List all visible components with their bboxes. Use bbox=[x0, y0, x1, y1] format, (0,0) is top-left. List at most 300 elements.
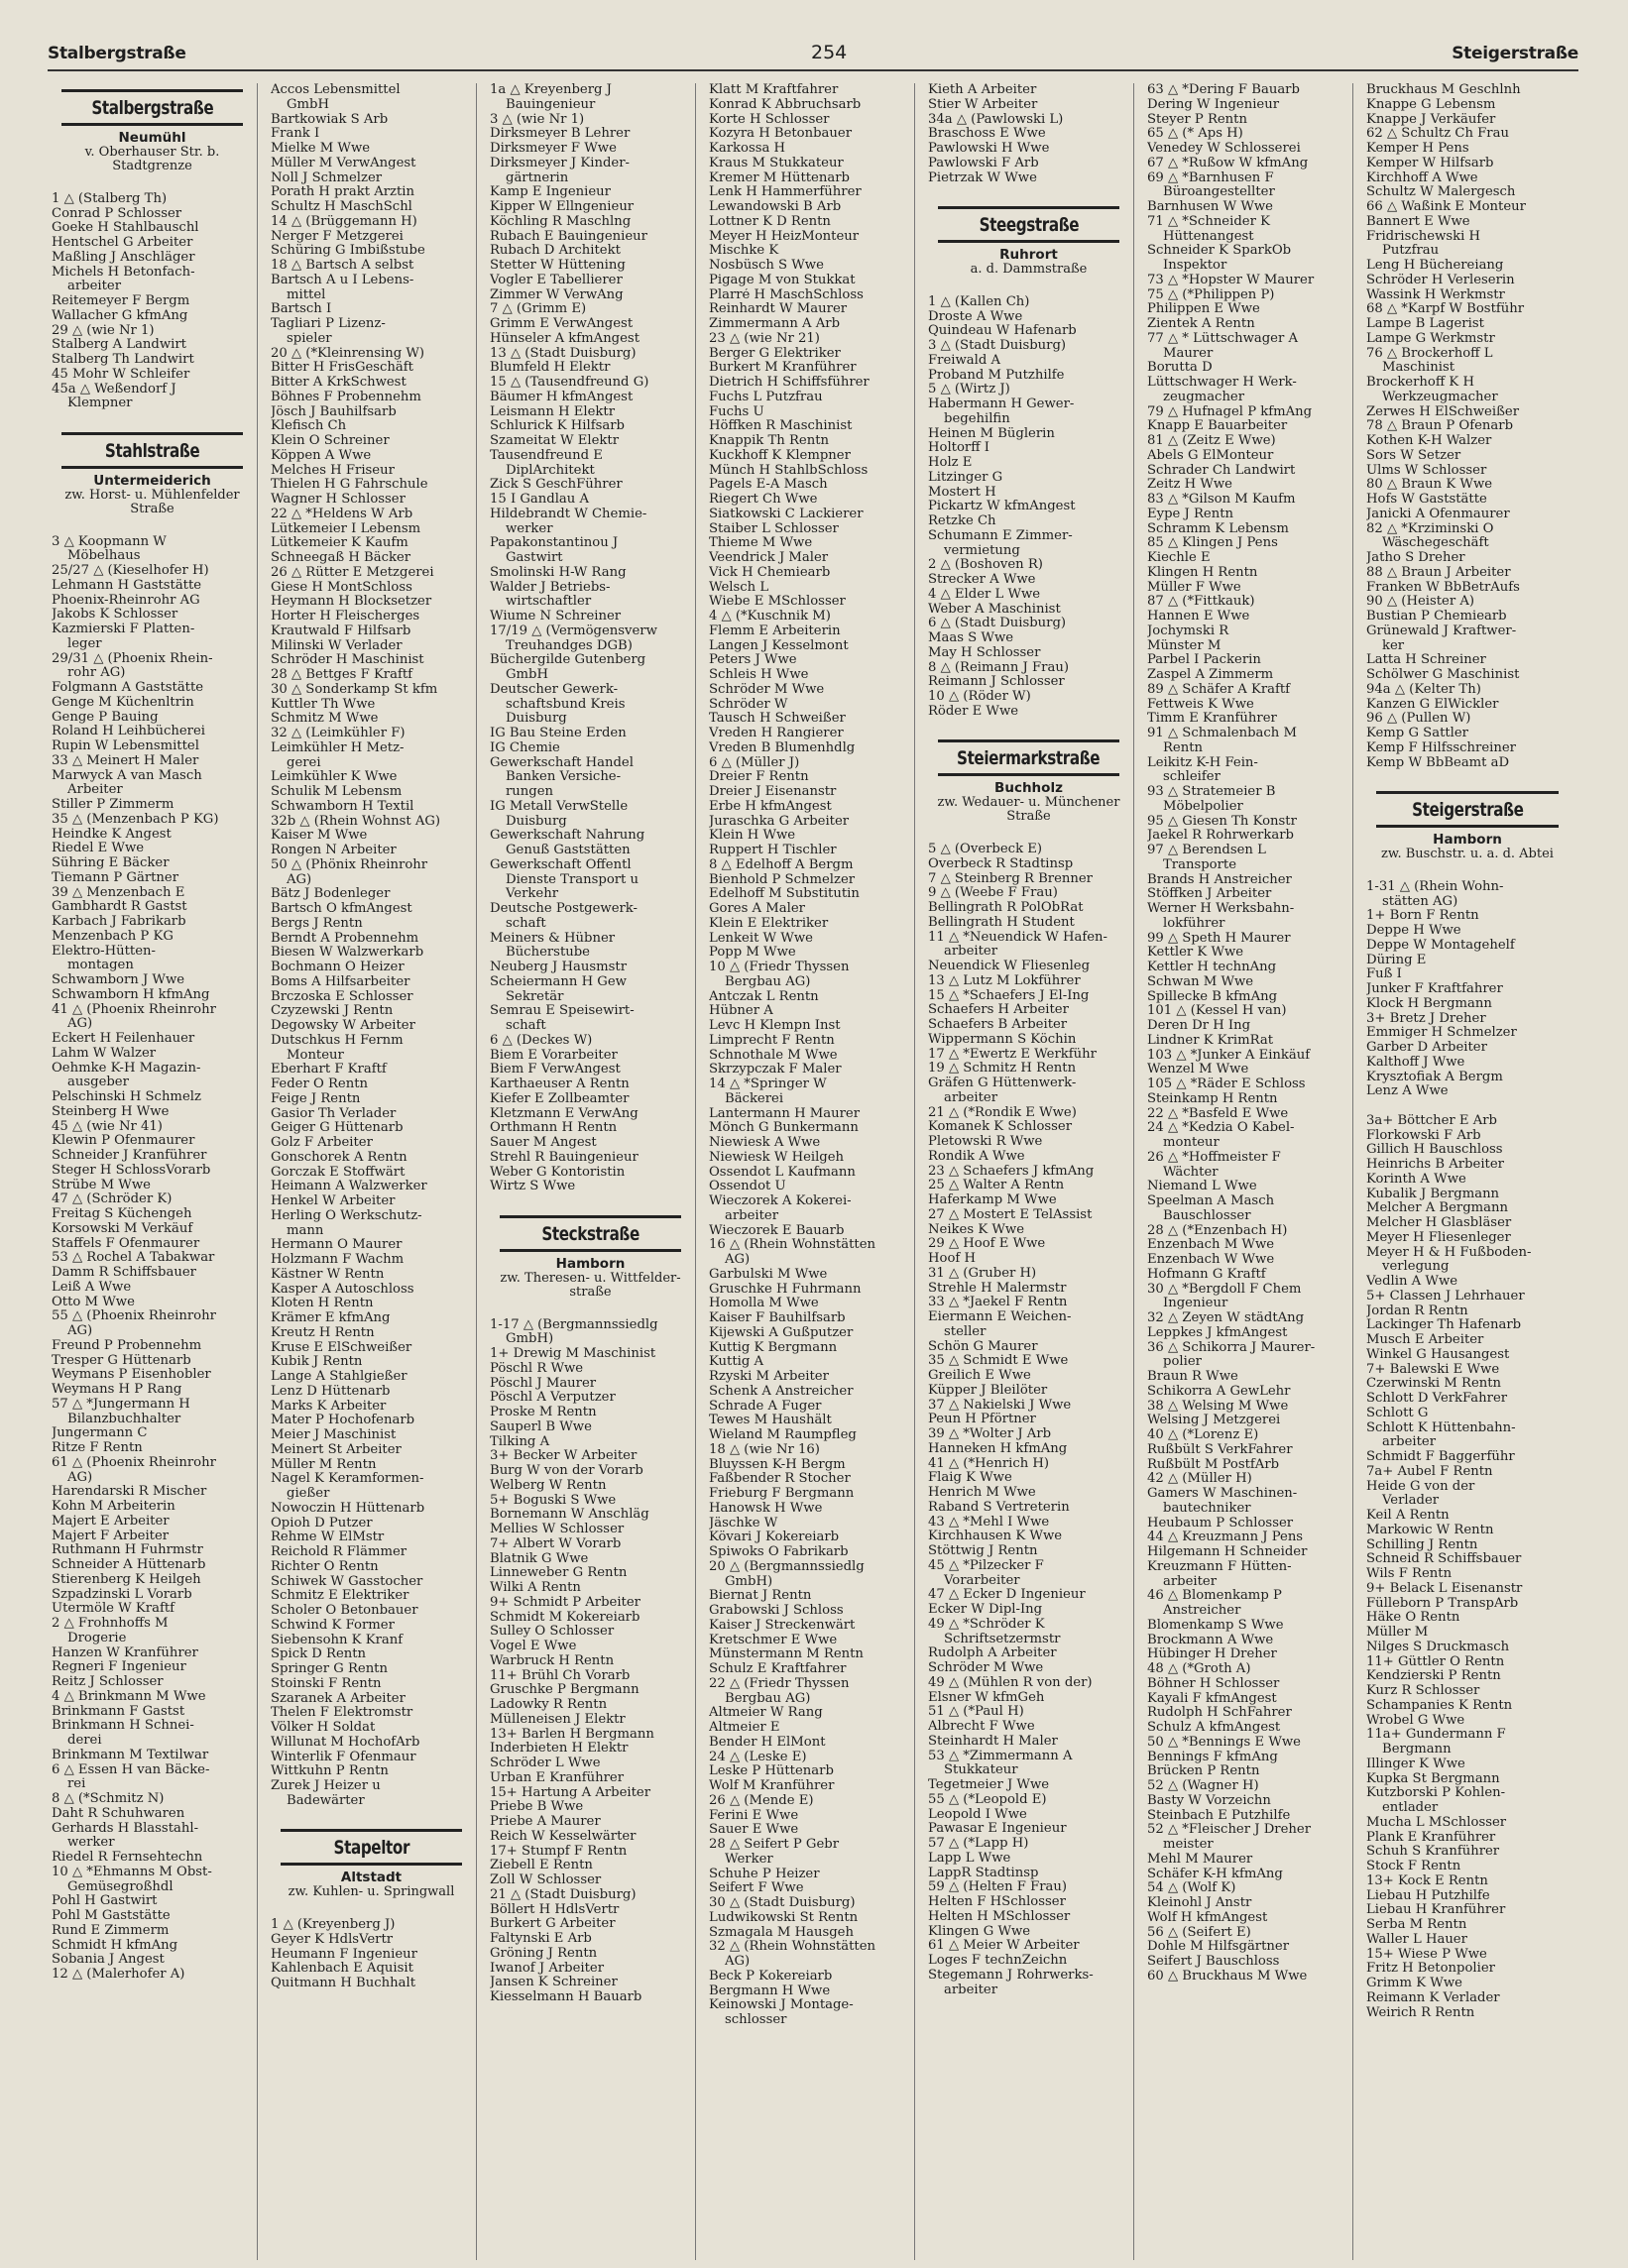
directory-entry: 12 △ (Malerhofer A) bbox=[52, 1968, 185, 1982]
entry-continuation: rungen bbox=[506, 785, 554, 799]
entry-continuation: arbeiter bbox=[725, 1208, 779, 1223]
directory-entry: Stalberg Th Landwirt bbox=[52, 353, 194, 367]
directory-entry: Ruthmann H Fuhrmstr bbox=[52, 1543, 203, 1558]
directory-entry: Müller F Wwe bbox=[1147, 580, 1241, 595]
directory-entry: Seifert F Wwe bbox=[709, 1881, 804, 1896]
directory-entry: Tausch H Schweißer bbox=[709, 712, 846, 727]
directory-entry: Genge P Bauing bbox=[52, 710, 159, 725]
directory-entry: Wirtz S Wwe bbox=[490, 1180, 576, 1194]
directory-entry: Helten H MSchlosser bbox=[928, 1909, 1071, 1924]
directory-entry: Gerhards H Blasstahl- bbox=[52, 1821, 199, 1836]
directory-entry: 55 △ (*Leopold E) bbox=[928, 1792, 1047, 1807]
directory-entry: Krautwald F Hilfsarb bbox=[271, 624, 411, 638]
directory-entry: 51 △ (*Paul H) bbox=[928, 1705, 1024, 1720]
directory-entry: 50 △ *Bennings E Wwe bbox=[1147, 1735, 1301, 1750]
directory-entry: Kurz R Schlosser bbox=[1366, 1684, 1480, 1698]
directory-entry: Melcher H Glasbläser bbox=[1366, 1216, 1512, 1230]
directory-entry: Hübinger H Dreher bbox=[1147, 1647, 1277, 1662]
directory-entry: 1+ Drewig M Maschinist bbox=[490, 1347, 656, 1361]
directory-entry: Weymans P Eisenhobler bbox=[52, 1368, 211, 1383]
entry-continuation: Maschinist bbox=[1382, 361, 1455, 376]
directory-entry: Deutsche Postgewerk- bbox=[490, 902, 639, 916]
directory-entry: Lenkeit W Wwe bbox=[709, 931, 813, 946]
directory-entry: 88 △ Braun J Arbeiter bbox=[1366, 565, 1511, 580]
directory-entry: Kasper A Autoschloss bbox=[271, 1282, 414, 1297]
directory-entry: Zoll W Schlosser bbox=[490, 1873, 602, 1887]
directory-entry: Bornemann W Anschläg bbox=[490, 1508, 649, 1523]
entry-continuation: schaft bbox=[506, 916, 546, 931]
entry-continuation: Putzfrau bbox=[1382, 244, 1440, 259]
directory-entry: Heinen M Büglerin bbox=[928, 426, 1055, 441]
entry-continuation: Bauingenieur bbox=[506, 97, 596, 112]
directory-entry: Milinski W Verlader bbox=[271, 638, 403, 653]
directory-entry: Schlurick K Hilfsarb bbox=[490, 419, 625, 434]
directory-entry: Waller L Hauer bbox=[1366, 1932, 1467, 1947]
directory-entry: Kozyra H Betonbauer bbox=[709, 127, 853, 142]
directory-entry: Schnothale M Wwe bbox=[709, 1048, 838, 1063]
directory-entry: Schneid R Schiffsbauer bbox=[1366, 1552, 1522, 1567]
directory-entry: 7 △ (Grimm E) bbox=[490, 302, 587, 317]
street-name: Steegstraße bbox=[979, 214, 1079, 236]
directory-entry: Lütkemeier I Lebensm bbox=[271, 521, 421, 536]
directory-entry: Kuttler Th Wwe bbox=[271, 697, 376, 712]
directory-entry: Hannen E Wwe bbox=[1147, 610, 1250, 624]
directory-entry: Pietrzak W Wwe bbox=[928, 170, 1037, 185]
directory-entry: 91 △ Schmalenbach M bbox=[1147, 727, 1297, 740]
directory-entry: Münstermann M Rentn bbox=[709, 1647, 864, 1662]
directory-entry: 17/19 △ (Vermögensverw bbox=[490, 624, 657, 638]
directory-entry: Biem F VerwAngest bbox=[490, 1063, 621, 1077]
entry-continuation: AG) bbox=[67, 1324, 93, 1338]
directory-entry: Eype J Rentn bbox=[1147, 507, 1234, 521]
directory-entry: Bellingrath R PolObRat bbox=[928, 901, 1084, 915]
directory-entry: Völker H Soldat bbox=[271, 1721, 376, 1735]
directory-entry: Schwamborn H kfmAng bbox=[52, 987, 210, 1002]
spacer bbox=[1366, 770, 1569, 785]
directory-entry: Kuttig K Bergmann bbox=[709, 1340, 838, 1355]
directory-column-3 bbox=[486, 83, 696, 2260]
directory-entry: Rußbült S VerkFahrer bbox=[1147, 1442, 1293, 1457]
directory-entry: Maßling J Anschläger bbox=[52, 250, 195, 265]
directory-entry: 37 △ Nakielski J Wwe bbox=[928, 1398, 1072, 1413]
directory-entry: 52 △ *Fleischer J Dreher bbox=[1147, 1823, 1311, 1838]
directory-entry: Schmidt H kfmAng bbox=[52, 1938, 178, 1953]
directory-entry: Homolla M Wwe bbox=[709, 1297, 819, 1311]
directory-entry: Schrader Ch Landwirt bbox=[1147, 463, 1296, 478]
directory-entry: 59 △ (Helten F Frau) bbox=[928, 1880, 1068, 1895]
directory-entry: Klock H Bergmann bbox=[1366, 996, 1492, 1011]
directory-entry: Zimmermann A Arb bbox=[709, 317, 841, 331]
directory-entry: Kettler H technAng bbox=[1147, 961, 1277, 974]
directory-entry: Jaekel R Rohrwerkarb bbox=[1147, 829, 1294, 844]
directory-entry: 60 △ Bruckhaus M Wwe bbox=[1147, 1969, 1308, 1984]
entry-continuation: Monteur bbox=[287, 1048, 344, 1063]
directory-entry: Urban E Kranführer bbox=[490, 1770, 625, 1785]
directory-entry: Leimkühler K Wwe bbox=[271, 770, 398, 785]
entry-continuation: lokführer bbox=[1163, 916, 1225, 931]
entry-continuation: Duisburg bbox=[506, 712, 567, 727]
district-name: Ruhrort bbox=[999, 247, 1058, 263]
directory-entry: Ossendot U bbox=[709, 1180, 786, 1194]
directory-entry: Kieth A Arbeiter bbox=[928, 83, 1037, 97]
directory-entry: Tagliari P Lizenz- bbox=[271, 317, 386, 331]
directory-entry: Goeke H Stahlbauschl bbox=[52, 221, 199, 236]
directory-entry: Lehmann H Gaststätte bbox=[52, 578, 202, 593]
directory-entry: Jochymski R bbox=[1147, 624, 1229, 638]
directory-entry: Büchergilde Gutenberg bbox=[490, 653, 646, 668]
directory-entry: Hofmann G Kraftf bbox=[1147, 1267, 1266, 1282]
directory-entry: Elektro-Hütten- bbox=[52, 944, 156, 959]
directory-entry: Kleinohl J Anstr bbox=[1147, 1896, 1252, 1910]
directory-entry: 4 △ (*Kuschnik M) bbox=[709, 610, 831, 624]
directory-entry: Barnhusen W Wwe bbox=[1147, 200, 1273, 214]
directory-entry: Fuß I bbox=[1366, 967, 1402, 982]
directory-entry: Emmiger H Schmelzer bbox=[1366, 1026, 1517, 1041]
directory-entry: Linneweber G Rentn bbox=[490, 1566, 628, 1581]
directory-entry: 85 △ Klingen J Pens bbox=[1147, 536, 1278, 551]
directory-entry: Kirchhoff A Wwe bbox=[1366, 170, 1478, 185]
directory-entry: Leppkes J kfmAngest bbox=[1147, 1325, 1288, 1340]
directory-entry: 71 △ *Schneider K bbox=[1147, 214, 1270, 229]
directory-entry: Leiß A Wwe bbox=[52, 1280, 132, 1295]
directory-entry: Heindke K Angest bbox=[52, 827, 172, 842]
directory-entry: Wassink H Werkmstr bbox=[1366, 287, 1505, 302]
directory-entry: 2 △ (Boshoven R) bbox=[928, 558, 1043, 573]
directory-column-1 bbox=[48, 83, 258, 2260]
directory-entry: Hermann O Maurer bbox=[271, 1238, 403, 1253]
directory-entry: Gewerkschaft Nahrung bbox=[490, 829, 645, 844]
directory-entry: Edelhoff M Substitutin bbox=[709, 887, 860, 902]
directory-entry: Gruschke P Bergmann bbox=[490, 1683, 640, 1698]
directory-entry: 21 △ (*Rondik E Wwe) bbox=[928, 1105, 1077, 1120]
directory-entry: Lackinger Th Hafenarb bbox=[1366, 1318, 1522, 1333]
directory-column-6 bbox=[1143, 83, 1353, 2260]
directory-entry: Mucha L MSchlosser bbox=[1366, 1815, 1507, 1830]
directory-entry: 48 △ (*Groth A) bbox=[1147, 1662, 1251, 1676]
directory-entry: Dirksmeyer F Wwe bbox=[490, 142, 617, 156]
directory-entry: Deppe H Wwe bbox=[1366, 924, 1461, 938]
directory-entry: Wieczorek E Bauarb bbox=[709, 1223, 845, 1238]
directory-entry: Kaiser J Streckenwärt bbox=[709, 1618, 856, 1633]
directory-entry: 83 △ *Gilson M Kaufm bbox=[1147, 493, 1296, 507]
directory-entry: Melcher A Bergmann bbox=[1366, 1201, 1509, 1216]
directory-entry: Schramm K Lebensm bbox=[1147, 521, 1289, 536]
directory-entry: Meyer H Fliesenleger bbox=[1366, 1230, 1511, 1245]
directory-entry: 3a+ Böttcher E Arb bbox=[1366, 1113, 1497, 1128]
entry-continuation: Arbeiter bbox=[67, 783, 123, 798]
street-heading bbox=[1376, 791, 1559, 828]
directory-entry: Köppen A Wwe bbox=[271, 448, 372, 463]
directory-entry: Pagels E-A Masch bbox=[709, 478, 828, 493]
directory-entry: Meinert St Arbeiter bbox=[271, 1442, 402, 1457]
directory-entry: 55 △ (Phoenix Rheinrohr bbox=[52, 1309, 216, 1324]
directory-entry: 80 △ Braun K Wwe bbox=[1366, 478, 1493, 493]
directory-entry: Nowoczin H Hüttenarb bbox=[271, 1501, 425, 1516]
directory-entry: Kraus M Stukkateur bbox=[709, 156, 844, 170]
directory-entry: Kreuzmann F Hütten- bbox=[1147, 1559, 1292, 1574]
directory-entry: Lenk H Hammerführer bbox=[709, 185, 862, 200]
directory-entry: Braun R Wwe bbox=[1147, 1370, 1238, 1384]
directory-entry: Stalberg A Landwirt bbox=[52, 338, 186, 353]
directory-entry: Klein H Wwe bbox=[709, 829, 796, 844]
entry-continuation: gärtnerin bbox=[506, 170, 569, 185]
directory-entry: Niewiesk A Wwe bbox=[709, 1136, 821, 1150]
directory-entry: Steinberg H Wwe bbox=[52, 1104, 170, 1119]
directory-entry: Staffels F Ofenmaurer bbox=[52, 1236, 200, 1251]
directory-entry: Dutschkus H Fernm bbox=[271, 1033, 404, 1048]
directory-entry: 47 △ (Schröder K) bbox=[52, 1192, 173, 1207]
directory-entry: Ulms W Schlosser bbox=[1366, 463, 1487, 478]
district-name: Altstadt bbox=[340, 1870, 403, 1886]
directory-entry: 29/31 △ (Phoenix Rhein- bbox=[52, 651, 213, 666]
street-heading bbox=[281, 1829, 462, 1866]
directory-entry: Leopold I Wwe bbox=[928, 1807, 1027, 1822]
directory-entry: Böhner H Schlosser bbox=[1147, 1676, 1280, 1691]
entry-continuation: Ingenieur bbox=[1163, 1297, 1228, 1311]
directory-entry: Zurek J Heizer u bbox=[271, 1779, 381, 1793]
directory-entry: 5+ Boguski S Wwe bbox=[490, 1493, 617, 1508]
directory-entry: Kothen K-H Walzer bbox=[1366, 434, 1492, 448]
directory-entry: Pöschl A Verputzer bbox=[490, 1391, 616, 1406]
directory-entry: Gewerkschaft Handel bbox=[490, 755, 634, 770]
directory-entry: 9+ Belack L Eisenanstr bbox=[1366, 1581, 1523, 1596]
directory-entry: Braschoss E Wwe bbox=[928, 127, 1046, 142]
directory-entry: Häke O Rentn bbox=[1366, 1611, 1460, 1626]
street-heading bbox=[500, 1215, 681, 1252]
directory-entry: Leng H Büchereiang bbox=[1366, 259, 1504, 273]
directory-entry: Vick H Chemiearb bbox=[709, 565, 831, 580]
street-range: zw. Theresen- u. Wittfelder-straße bbox=[500, 1270, 681, 1300]
directory-entry: Altmeier W Rang bbox=[709, 1706, 823, 1721]
directory-entry: Steinhardt H Maler bbox=[928, 1734, 1058, 1749]
directory-entry: Illinger K Wwe bbox=[1366, 1757, 1465, 1771]
directory-entry: Deren Dr H Ing bbox=[1147, 1019, 1251, 1033]
entry-continuation: Drogerie bbox=[67, 1631, 127, 1645]
directory-entry: Ferini E Wwe bbox=[709, 1808, 799, 1823]
directory-entry: Ruppert H Tischler bbox=[709, 844, 837, 857]
directory-entry: 57 △ (*Lapp H) bbox=[928, 1837, 1029, 1851]
directory-entry: Haferkamp M Wwe bbox=[928, 1193, 1057, 1207]
directory-column-2 bbox=[267, 83, 477, 2260]
directory-entry: 1 △ (Kallen Ch) bbox=[928, 294, 1030, 309]
directory-entry: Nerger F Metzgerei bbox=[271, 229, 404, 244]
directory-entry: Brockmann A Wwe bbox=[1147, 1633, 1274, 1647]
directory-entry: Burkert M Kranführer bbox=[709, 361, 857, 376]
directory-entry: Smolinski H-W Rang bbox=[490, 565, 627, 580]
directory-entry: Peters J Wwe bbox=[709, 653, 797, 668]
directory-entry: Langen J Kesselmont bbox=[709, 638, 849, 653]
directory-entry: Kohn M Arbeiterin bbox=[52, 1500, 175, 1514]
directory-entry: Zientek A Rentn bbox=[1147, 317, 1255, 331]
entry-continuation: Badewärter bbox=[287, 1793, 365, 1808]
directory-entry: Szaranek A Arbeiter bbox=[271, 1691, 406, 1706]
directory-entry: Schlott G bbox=[1366, 1406, 1429, 1420]
entry-continuation: Gastwirt bbox=[506, 551, 563, 565]
directory-entry: Weirich R Rentn bbox=[1366, 2005, 1475, 2020]
directory-entry: Brinkmann H Schnei- bbox=[52, 1719, 194, 1734]
directory-entry: Bender H ElMont bbox=[709, 1735, 826, 1750]
directory-entry: Steger H SchlossVorarb bbox=[52, 1163, 211, 1178]
directory-entry: Folgmann A Gaststätte bbox=[52, 681, 204, 695]
directory-entry: Scheiermann H Gew bbox=[490, 974, 627, 989]
directory-entry: Brinkmann M Textilwar bbox=[52, 1748, 209, 1762]
directory-entry: Vreden H Rangierer bbox=[709, 727, 844, 740]
directory-entry: Vedlin A Wwe bbox=[1366, 1275, 1458, 1289]
directory-entry: Brands H Anstreicher bbox=[1147, 872, 1292, 887]
directory-entry: Freitag S Küchengeh bbox=[52, 1207, 192, 1221]
directory-entry: Kemper H Pens bbox=[1366, 142, 1469, 156]
entry-continuation: Bergmann bbox=[1382, 1743, 1452, 1757]
directory-entry: 14 △ (Brüggemann H) bbox=[271, 214, 417, 229]
directory-entry: 95 △ Giesen Th Konstr bbox=[1147, 814, 1297, 829]
directory-entry: Grabowski J Schloss bbox=[709, 1604, 844, 1618]
directory-entry: Stöffken J Arbeiter bbox=[1147, 887, 1272, 902]
directory-entry: Keinowski J Montage- bbox=[709, 1998, 854, 2013]
directory-entry: Kemp F Hilfsschreiner bbox=[1366, 740, 1516, 755]
directory-entry: Welsch L bbox=[709, 580, 769, 595]
directory-entry: 103 △ *Junker A Einkäuf bbox=[1147, 1048, 1311, 1063]
directory-entry: 41 △ (Phoenix Rheinrohr bbox=[52, 1002, 216, 1017]
directory-entry: Inderbieten H Elektr bbox=[490, 1742, 629, 1757]
directory-entry: Tegetmeier J Wwe bbox=[928, 1778, 1050, 1792]
directory-entry: Dirksmeyer B Lehrer bbox=[490, 127, 631, 142]
directory-entry: Venedey W Schlosserei bbox=[1147, 142, 1301, 156]
directory-entry: Tiemann P Gärtner bbox=[52, 870, 179, 885]
directory-entry: Steinkamp H Rentn bbox=[1147, 1091, 1278, 1106]
directory-entry: Speelman A Masch bbox=[1147, 1194, 1275, 1208]
directory-entry: Blumfeld H Elektr bbox=[490, 361, 611, 376]
entry-continuation: derei bbox=[67, 1734, 102, 1748]
directory-entry: Timm E Kranführer bbox=[1147, 712, 1277, 727]
directory-entry: Klatt M Kraftfahrer bbox=[709, 83, 839, 97]
directory-entry: Feige J Rentn bbox=[271, 1091, 361, 1106]
entry-continuation: zeugmacher bbox=[1163, 390, 1245, 404]
directory-entry: Levc H Klempn Inst bbox=[709, 1019, 841, 1033]
directory-entry: 99 △ Speth H Maurer bbox=[1147, 931, 1291, 946]
directory-entry: Bergmann H Wwe bbox=[709, 1984, 831, 1998]
directory-entry: 5+ Classen J Lehrhauer bbox=[1366, 1289, 1525, 1304]
directory-entry: Wallacher G kfmAng bbox=[52, 308, 188, 323]
entry-continuation: Möbelhaus bbox=[67, 549, 141, 564]
directory-entry: Lahm W Walzer bbox=[52, 1046, 157, 1061]
directory-entry: Höffken R Maschinist bbox=[709, 419, 853, 434]
directory-entry: Schölwer G Maschinist bbox=[1366, 668, 1520, 682]
directory-entry: Nosbüsch S Wwe bbox=[709, 259, 824, 273]
directory-entry: LappR Stadtinsp bbox=[928, 1866, 1039, 1880]
directory-entry: 56 △ (Seifert E) bbox=[1147, 1925, 1251, 1940]
entry-continuation: Bäckerei bbox=[725, 1091, 784, 1106]
directory-entry: Ludwikowski St Rentn bbox=[709, 1910, 859, 1925]
directory-entry: Michels H Betonfach- bbox=[52, 265, 195, 280]
directory-entry: Bluyssen K-H Bergm bbox=[709, 1457, 846, 1472]
directory-entry: 54 △ (Wolf K) bbox=[1147, 1881, 1236, 1896]
directory-entry: Lindner K KrimRat bbox=[1147, 1033, 1274, 1048]
directory-entry: 7a+ Aubel F Rentn bbox=[1366, 1464, 1493, 1479]
directory-entry: 39 △ *Wolter J Arb bbox=[928, 1427, 1052, 1441]
directory-entry: Kahlenbach E Aquisit bbox=[271, 1962, 413, 1977]
entry-continuation: Genuß Gaststätten bbox=[506, 844, 631, 857]
directory-entry: Pawasar E Ingenieur bbox=[928, 1822, 1067, 1837]
directory-entry: 35 △ Schmidt E Wwe bbox=[928, 1354, 1069, 1369]
entry-continuation: ausgeber bbox=[67, 1076, 129, 1090]
directory-entry: Pawlowski H Wwe bbox=[928, 142, 1050, 156]
street-range: zw. Horst- u. Mühlenfelder Straße bbox=[64, 487, 240, 516]
entry-continuation: Duisburg bbox=[506, 814, 567, 829]
directory-entry: Bochmann O Heizer bbox=[271, 961, 405, 974]
directory-entry: Herling O Werkschutz- bbox=[271, 1208, 422, 1223]
directory-entry: Kiesselmann H Bauarb bbox=[490, 1990, 642, 2004]
directory-entry: 52 △ (Wagner H) bbox=[1147, 1779, 1259, 1793]
directory-entry: Schaefers H Arbeiter bbox=[928, 1003, 1069, 1018]
directory-column-7 bbox=[1362, 83, 1572, 2260]
directory-entry: 40 △ (*Lorenz E) bbox=[1147, 1428, 1259, 1442]
directory-entry: Nilges S Druckmasch bbox=[1366, 1640, 1510, 1654]
entry-continuation: Treuhandges DGB) bbox=[506, 638, 633, 653]
directory-entry: Janicki A Ofenmaurer bbox=[1366, 507, 1510, 521]
directory-entry: Reitemeyer F Bergm bbox=[52, 294, 190, 308]
directory-entry: 75 △ (*Philippen P) bbox=[1147, 287, 1275, 302]
directory-entry: Pöschl J Maurer bbox=[490, 1376, 597, 1391]
entry-continuation: werker bbox=[67, 1836, 115, 1851]
spacer bbox=[490, 1194, 691, 1209]
directory-entry: Pickartz W kfmAngest bbox=[928, 500, 1076, 514]
directory-entry: Kettler K Wwe bbox=[1147, 946, 1244, 961]
directory-entry: Brczoska E Schlosser bbox=[271, 989, 413, 1004]
directory-entry: Willunat M HochofArb bbox=[271, 1735, 420, 1750]
directory-entry: 45 △ *Pilzecker F bbox=[928, 1558, 1044, 1573]
directory-entry: Kijewski A Gußputzer bbox=[709, 1325, 854, 1340]
directory-entry: Schwind K Former bbox=[271, 1618, 395, 1633]
directory-entry: Scholer O Betonbauer bbox=[271, 1604, 418, 1618]
directory-entry: Juraschka G Arbeiter bbox=[709, 814, 850, 829]
entry-continuation: AG) bbox=[67, 1470, 93, 1485]
page-number: 254 bbox=[811, 42, 848, 63]
directory-entry: 45a △ Weßendorf J bbox=[52, 382, 176, 397]
street-name: Steigerstraße bbox=[1411, 799, 1524, 821]
directory-entry: Stock F Rentn bbox=[1366, 1860, 1461, 1873]
entry-continuation: bautechniker bbox=[1163, 1501, 1251, 1516]
directory-entry: Boms A Hilfsarbeiter bbox=[271, 974, 410, 989]
entry-continuation: Sekretär bbox=[506, 989, 564, 1004]
directory-entry: 22 △ *Heldens W Arb bbox=[271, 507, 413, 521]
directory-entry: IG Metall VerwStelle bbox=[490, 799, 629, 814]
entry-continuation: GmbH bbox=[287, 97, 329, 112]
directory-entry: Weber G Kontoristin bbox=[490, 1165, 626, 1180]
directory-entry: Spillecke B kfmAng bbox=[1147, 989, 1278, 1004]
directory-entry: Philippen E Wwe bbox=[1147, 302, 1260, 317]
directory-entry: Borutta D bbox=[1147, 361, 1213, 376]
directory-entry: Berger G Elektriker bbox=[709, 346, 841, 361]
directory-entry: Gräfen G Hüttenwerk- bbox=[928, 1077, 1077, 1090]
directory-entry: Wenzel M Wwe bbox=[1147, 1063, 1249, 1077]
directory-entry: Kruse E ElSchweißer bbox=[271, 1340, 412, 1355]
directory-entry: 13+ Barlen H Bergmann bbox=[490, 1727, 654, 1742]
directory-entry: Schenk A Anstreicher bbox=[709, 1384, 854, 1399]
directory-entry: Beck P Kokereiarb bbox=[709, 1969, 833, 1984]
directory-entry: Riegert Ch Wwe bbox=[709, 493, 818, 507]
directory-entry: Rehme W ElMstr bbox=[271, 1531, 385, 1545]
directory-entry: 6 △ (Deckes W) bbox=[490, 1033, 593, 1048]
directory-entry: 9+ Schmidt P Arbeiter bbox=[490, 1595, 640, 1610]
directory-entry: Karbach J Fabrikarb bbox=[52, 915, 186, 929]
directory-entry: Gonschorek A Rentn bbox=[271, 1150, 407, 1165]
directory-entry: 20 △ (*Kleinrensing W) bbox=[271, 346, 425, 361]
directory-entry: 67 △ *Rußow W kfmAng bbox=[1147, 156, 1309, 170]
directory-entry: Strecker A Wwe bbox=[928, 573, 1036, 587]
directory-entry: 5 △ (Overbeck E) bbox=[928, 843, 1043, 856]
directory-entry: Konrad K Abbruchsarb bbox=[709, 97, 862, 112]
directory-entry: Lottner K D Rentn bbox=[709, 214, 831, 229]
